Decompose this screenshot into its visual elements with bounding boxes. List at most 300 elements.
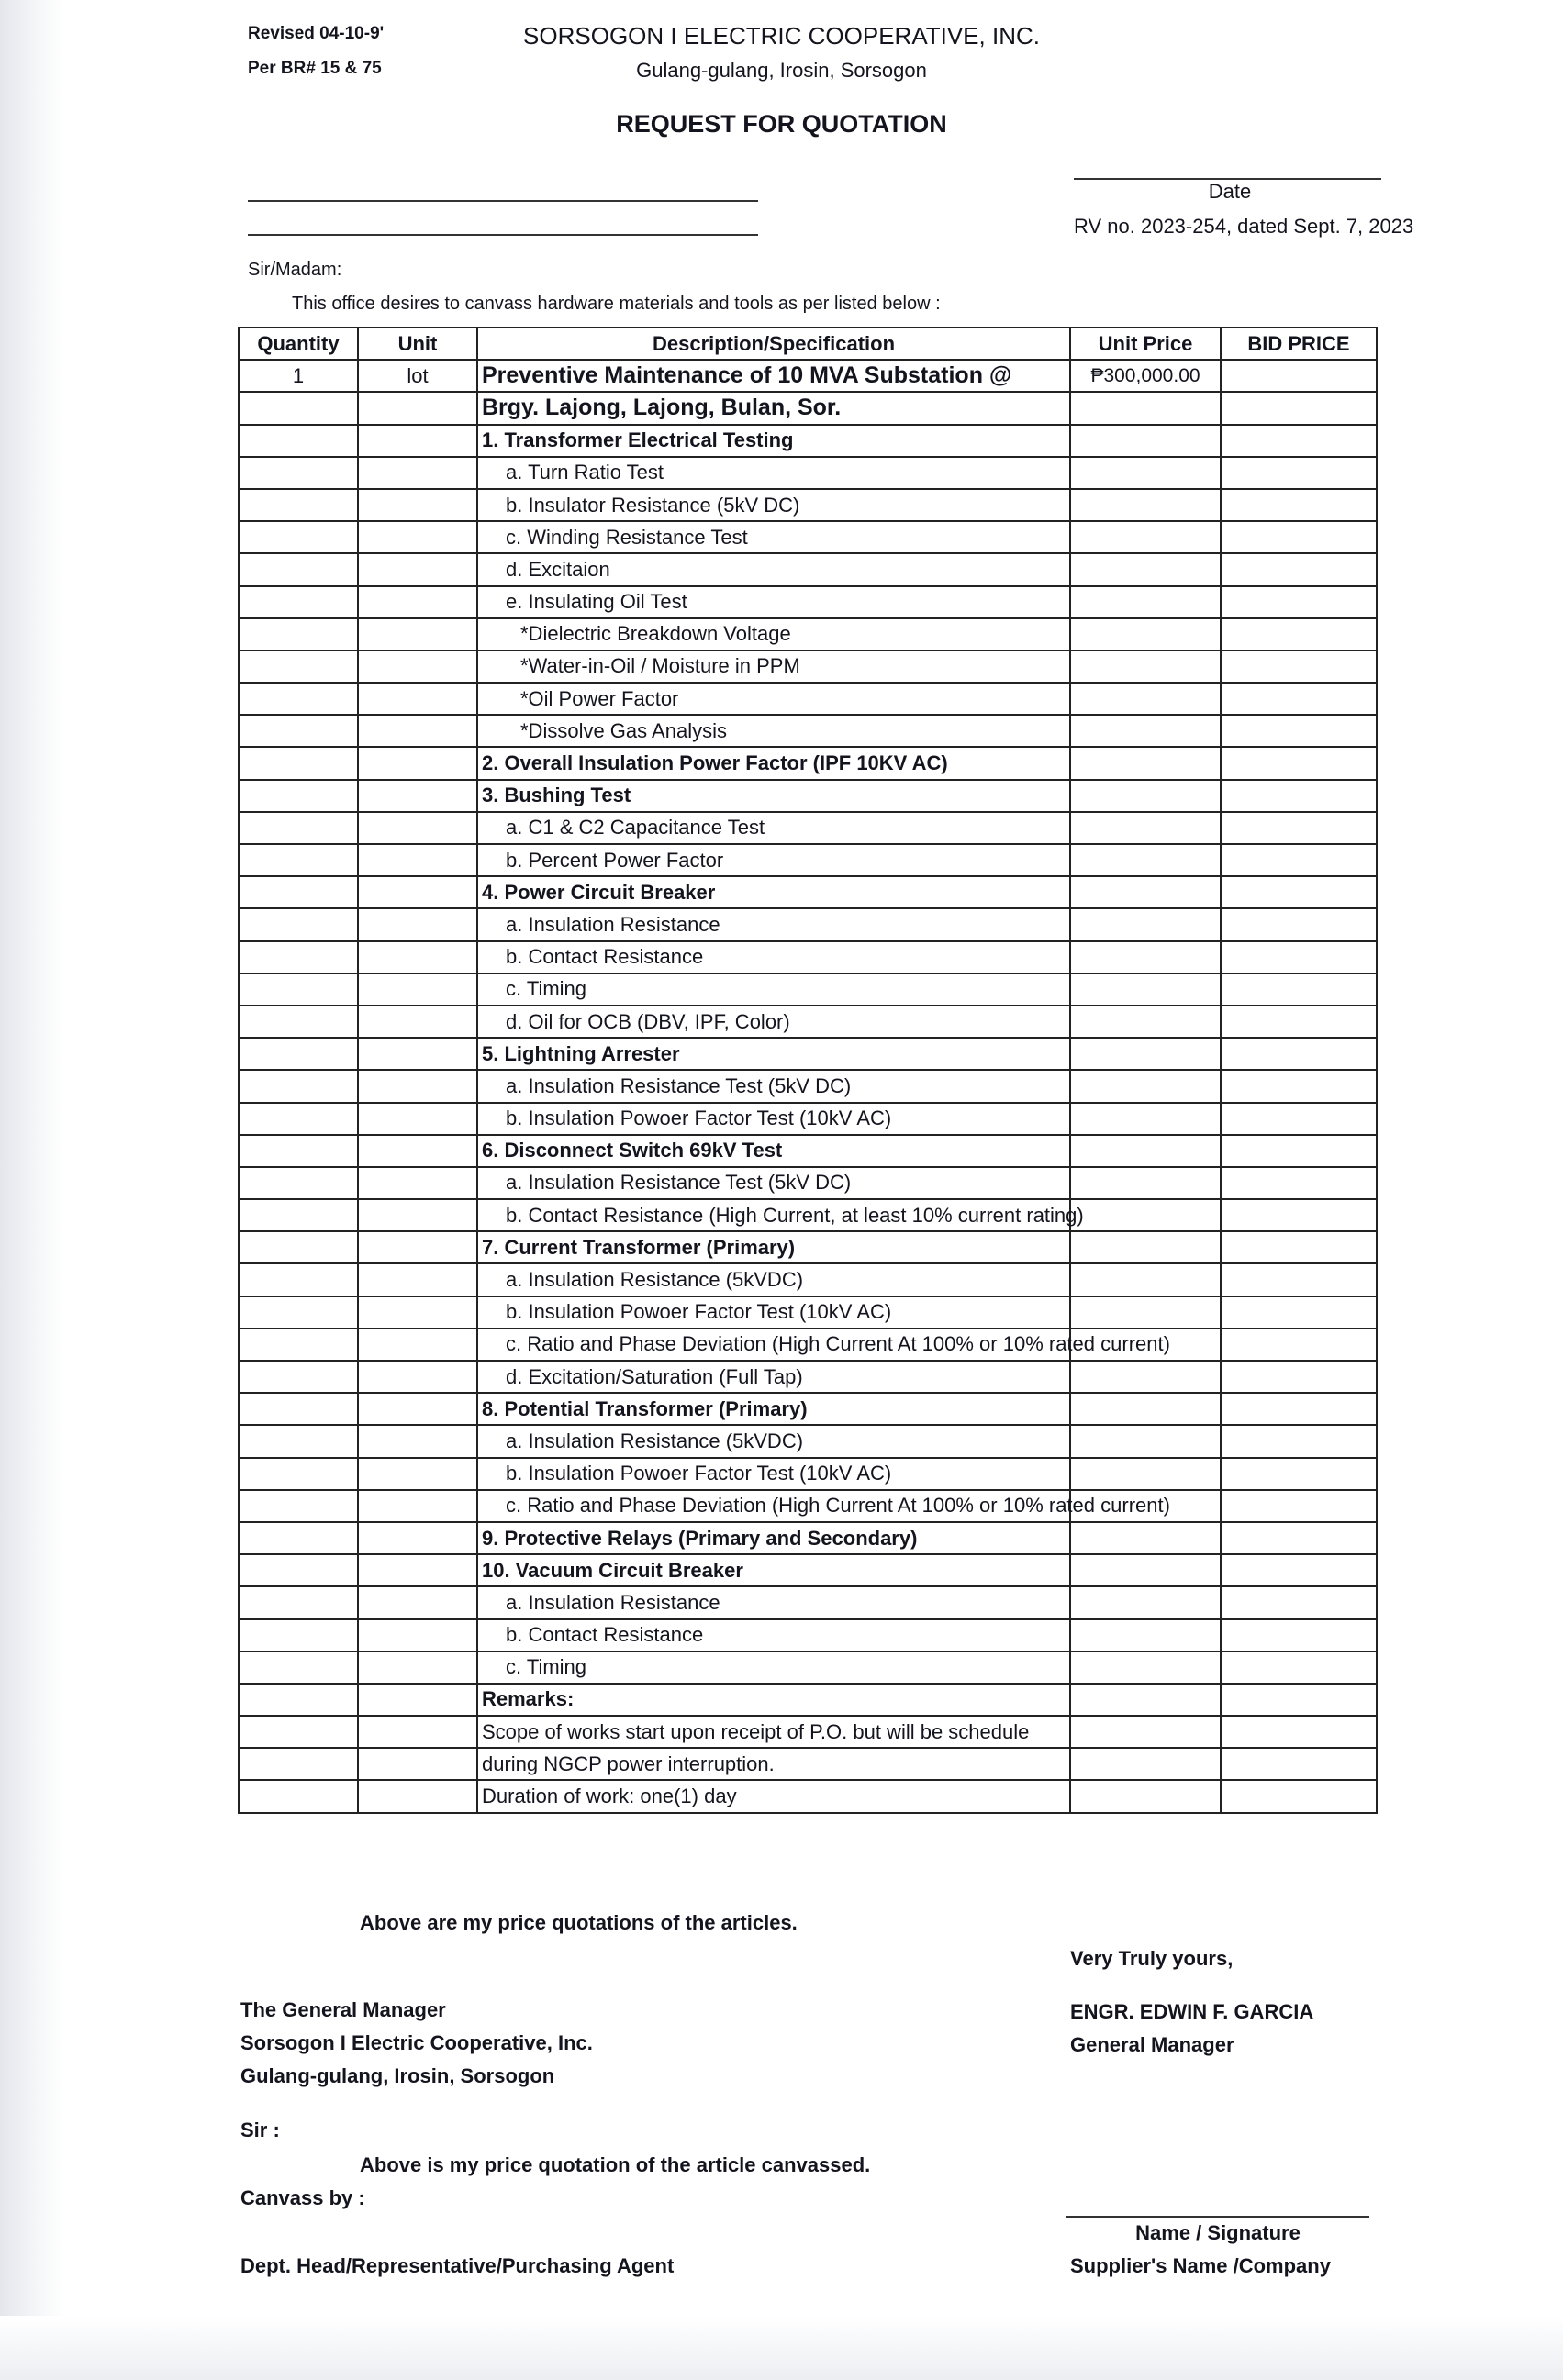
cell-unit	[358, 1199, 477, 1231]
table-row	[239, 1103, 1377, 1135]
cell-description: a. Insulation Resistance	[477, 1586, 1070, 1618]
above-quotation-text: Above is my price quotation of the article canvassed.	[360, 2153, 871, 2176]
cell-unit: lot	[358, 360, 477, 392]
cell-unit	[358, 553, 477, 585]
addressee-address: Gulang-gulang, Irosin, Sorsogon	[240, 2064, 555, 2087]
signatory-name: ENGR. EDWIN F. GARCIA	[1070, 2000, 1314, 2023]
col-description-header: Description/Specification	[477, 328, 1070, 360]
cell-quantity	[239, 651, 358, 683]
cell-unit	[358, 618, 477, 651]
above-quotations-text: Above are my price quotations of the articles.	[360, 1911, 798, 1934]
cell-quantity	[239, 876, 358, 908]
cell-unit-price	[1070, 618, 1221, 651]
cell-quantity	[239, 1458, 358, 1490]
org-name: SORSOGON I ELECTRIC COOPERATIVE, INC.	[523, 22, 1040, 50]
table-row	[239, 1199, 1377, 1231]
cell-unit	[358, 1554, 477, 1586]
table-header-row	[239, 328, 1377, 360]
table-row	[239, 1716, 1377, 1748]
cell-quantity	[239, 1070, 358, 1102]
table-row	[239, 1684, 1377, 1716]
cell-bid-price	[1221, 1458, 1377, 1490]
cell-bid-price	[1221, 1329, 1377, 1361]
cell-unit-price	[1070, 1038, 1221, 1070]
cell-unit-price	[1070, 1393, 1221, 1425]
cell-unit-price	[1070, 1522, 1221, 1554]
table-row	[239, 1038, 1377, 1070]
cell-description: c. Ratio and Phase Deviation (High Current At 100% or 10% rated current)	[477, 1329, 1070, 1361]
cell-unit	[358, 780, 477, 812]
table-row	[239, 812, 1377, 844]
cell-unit	[358, 1586, 477, 1618]
cell-bid-price	[1221, 1748, 1377, 1780]
cell-description: 7. Current Transformer (Primary)	[477, 1231, 1070, 1263]
table-row	[239, 747, 1377, 779]
table-row	[239, 780, 1377, 812]
cell-description: d. Oil for OCB (DBV, IPF, Color)	[477, 1006, 1070, 1038]
cell-bid-price	[1221, 1070, 1377, 1102]
cell-bid-price	[1221, 1586, 1377, 1618]
cell-unit-price	[1070, 392, 1221, 424]
cell-unit	[358, 1393, 477, 1425]
cell-unit	[358, 1748, 477, 1780]
table-row	[239, 1070, 1377, 1102]
cell-bid-price	[1221, 1038, 1377, 1070]
cell-unit-price: ₱300,000.00	[1070, 360, 1221, 392]
table-row	[239, 457, 1377, 489]
cell-unit-price	[1070, 1684, 1221, 1716]
cell-description: 10. Vacuum Circuit Breaker	[477, 1554, 1070, 1586]
cell-description: a. Insulation Resistance (5kVDC)	[477, 1425, 1070, 1457]
cell-quantity	[239, 1748, 358, 1780]
cell-description: c. Winding Resistance Test	[477, 521, 1070, 553]
cell-description: *Dissolve Gas Analysis	[477, 715, 1070, 747]
cell-quantity	[239, 1103, 358, 1135]
cell-quantity	[239, 1554, 358, 1586]
cell-bid-price	[1221, 1716, 1377, 1748]
cell-description: *Dielectric Breakdown Voltage	[477, 618, 1070, 651]
table-row	[239, 521, 1377, 553]
cell-unit-price	[1070, 1199, 1221, 1231]
cell-unit	[358, 489, 477, 521]
cell-unit	[358, 1135, 477, 1167]
cell-description: b. Percent Power Factor	[477, 844, 1070, 876]
cell-quantity	[239, 1329, 358, 1361]
cell-unit	[358, 651, 477, 683]
cell-unit	[358, 747, 477, 779]
cell-unit	[358, 973, 477, 1006]
cell-bid-price	[1221, 715, 1377, 747]
cell-bid-price	[1221, 457, 1377, 489]
cell-description: a. Insulation Resistance (5kVDC)	[477, 1263, 1070, 1296]
cell-unit-price	[1070, 1006, 1221, 1038]
cell-bid-price	[1221, 747, 1377, 779]
table-row	[239, 715, 1377, 747]
cell-unit-price	[1070, 747, 1221, 779]
cell-quantity	[239, 457, 358, 489]
cell-unit	[358, 1716, 477, 1748]
cell-unit	[358, 908, 477, 940]
cell-description: a. Insulation Resistance Test (5kV DC)	[477, 1167, 1070, 1199]
cell-quantity	[239, 425, 358, 457]
cell-unit-price	[1070, 973, 1221, 1006]
cell-quantity	[239, 1652, 358, 1684]
cell-quantity	[239, 812, 358, 844]
page-edge-shadow	[0, 0, 64, 2380]
name-signature-label: Name / Signature	[1135, 2221, 1301, 2244]
cell-quantity	[239, 1231, 358, 1263]
table-row	[239, 1652, 1377, 1684]
cell-description: Scope of works start upon receipt of P.O. but will be schedule	[477, 1716, 1070, 1748]
cell-description: c. Ratio and Phase Deviation (High Current At 100% or 10% rated current)	[477, 1490, 1070, 1522]
cell-quantity	[239, 1038, 358, 1070]
cell-description: 3. Bushing Test	[477, 780, 1070, 812]
cell-bid-price	[1221, 1006, 1377, 1038]
intro-text: This office desires to canvass hardware materials and tools as per listed below :	[292, 294, 941, 314]
col-unit-price-header: Unit Price	[1070, 328, 1221, 360]
cell-description: *Oil Power Factor	[477, 683, 1070, 715]
cell-description: d. Excitaion	[477, 553, 1070, 585]
cell-description: 5. Lightning Arrester	[477, 1038, 1070, 1070]
cell-description: a. Turn Ratio Test	[477, 457, 1070, 489]
cell-description: a. Insulation Resistance Test (5kV DC)	[477, 1070, 1070, 1102]
cell-description: c. Timing	[477, 973, 1070, 1006]
cell-unit-price	[1070, 1780, 1221, 1812]
table-row	[239, 1393, 1377, 1425]
cell-bid-price	[1221, 973, 1377, 1006]
cell-bid-price	[1221, 1619, 1377, 1652]
cell-unit	[358, 683, 477, 715]
table-row	[239, 1586, 1377, 1618]
cell-unit	[358, 941, 477, 973]
cell-unit-price	[1070, 1103, 1221, 1135]
cell-description: b. Contact Resistance (High Current, at least 10% current rating)	[477, 1199, 1070, 1231]
table-row	[239, 1361, 1377, 1393]
cell-unit-price	[1070, 683, 1221, 715]
cell-unit	[358, 457, 477, 489]
cell-bid-price	[1221, 1103, 1377, 1135]
cell-quantity	[239, 392, 358, 424]
cell-unit-price	[1070, 844, 1221, 876]
rv-reference: RV no. 2023-254, dated Sept. 7, 2023	[1074, 215, 1414, 238]
cell-description: e. Insulating Oil Test	[477, 586, 1070, 618]
cell-unit-price	[1070, 1586, 1221, 1618]
cell-unit	[358, 1231, 477, 1263]
cell-description: b. Insulation Powoer Factor Test (10kV AC)	[477, 1103, 1070, 1135]
cell-bid-price	[1221, 1522, 1377, 1554]
cell-quantity	[239, 715, 358, 747]
col-quantity-header: Quantity	[239, 328, 358, 360]
cell-description: b. Contact Resistance	[477, 1619, 1070, 1652]
table-row	[239, 683, 1377, 715]
cell-unit-price	[1070, 651, 1221, 683]
cell-bid-price	[1221, 780, 1377, 812]
salutation: Sir/Madam:	[248, 260, 342, 280]
cell-unit-price	[1070, 1748, 1221, 1780]
cell-description: b. Contact Resistance	[477, 941, 1070, 973]
table-row	[239, 425, 1377, 457]
table-row	[239, 1458, 1377, 1490]
cell-bid-price	[1221, 1199, 1377, 1231]
table-row	[239, 618, 1377, 651]
cell-description: a. C1 & C2 Capacitance Test	[477, 812, 1070, 844]
cell-unit-price	[1070, 715, 1221, 747]
addressee-line-1	[248, 200, 758, 202]
cell-quantity	[239, 908, 358, 940]
cell-quantity	[239, 521, 358, 553]
revised-note: Revised 04-10-9'	[248, 24, 385, 43]
page-title: REQUEST FOR QUOTATION	[616, 110, 947, 138]
cell-unit-price	[1070, 1361, 1221, 1393]
cell-bid-price	[1221, 1554, 1377, 1586]
cell-quantity	[239, 747, 358, 779]
cell-bid-price	[1221, 553, 1377, 585]
cell-bid-price	[1221, 1684, 1377, 1716]
table-row	[239, 586, 1377, 618]
table-row	[239, 1490, 1377, 1522]
cell-quantity	[239, 1393, 358, 1425]
cell-unit	[358, 425, 477, 457]
cell-quantity	[239, 1490, 358, 1522]
cell-unit-price	[1070, 876, 1221, 908]
cell-quantity	[239, 941, 358, 973]
addressee-line-2	[248, 234, 758, 236]
col-unit-header: Unit	[358, 328, 477, 360]
cell-description: b. Insulation Powoer Factor Test (10kV AC)	[477, 1458, 1070, 1490]
cell-bid-price	[1221, 586, 1377, 618]
addressee-title: The General Manager	[240, 1998, 446, 2021]
table-row	[239, 1006, 1377, 1038]
col-bid-price-header: BID PRICE	[1221, 328, 1377, 360]
cell-unit-price	[1070, 457, 1221, 489]
cell-quantity	[239, 1716, 358, 1748]
cell-bid-price	[1221, 1231, 1377, 1263]
cell-bid-price	[1221, 489, 1377, 521]
page-bottom-shadow	[0, 2316, 1563, 2380]
table-row	[239, 1522, 1377, 1554]
cell-unit	[358, 1780, 477, 1812]
cell-bid-price	[1221, 1652, 1377, 1684]
cell-bid-price	[1221, 1393, 1377, 1425]
cell-unit	[358, 812, 477, 844]
cell-quantity	[239, 489, 358, 521]
cell-unit-price	[1070, 586, 1221, 618]
cell-bid-price	[1221, 844, 1377, 876]
table-row	[239, 973, 1377, 1006]
cell-bid-price	[1221, 1263, 1377, 1296]
cell-unit-price	[1070, 1263, 1221, 1296]
cell-unit	[358, 1103, 477, 1135]
cell-unit	[358, 1522, 477, 1554]
cell-unit	[358, 1425, 477, 1457]
cell-unit-price	[1070, 812, 1221, 844]
cell-quantity	[239, 1263, 358, 1296]
cell-bid-price	[1221, 812, 1377, 844]
cell-quantity	[239, 1684, 358, 1716]
table-row	[239, 908, 1377, 940]
cell-quantity	[239, 844, 358, 876]
table-row	[239, 844, 1377, 876]
per-br-note: Per BR# 15 & 75	[248, 59, 382, 78]
table-row	[239, 1619, 1377, 1652]
cell-unit-price	[1070, 425, 1221, 457]
cell-description: a. Insulation Resistance	[477, 908, 1070, 940]
cell-unit-price	[1070, 521, 1221, 553]
cell-unit-price	[1070, 1167, 1221, 1199]
cell-description: 8. Potential Transformer (Primary)	[477, 1393, 1070, 1425]
cell-description: 9. Protective Relays (Primary and Secondary)	[477, 1522, 1070, 1554]
cell-quantity	[239, 1361, 358, 1393]
cell-description: d. Excitation/Saturation (Full Tap)	[477, 1361, 1070, 1393]
cell-description: *Water-in-Oil / Moisture in PPM	[477, 651, 1070, 683]
cell-bid-price	[1221, 683, 1377, 715]
cell-quantity	[239, 553, 358, 585]
cell-bid-price	[1221, 1296, 1377, 1329]
cell-unit	[358, 1490, 477, 1522]
sir-label: Sir :	[240, 2119, 280, 2141]
cell-unit-price	[1070, 1425, 1221, 1457]
cell-unit-price	[1070, 1652, 1221, 1684]
cell-unit	[358, 844, 477, 876]
cell-quantity	[239, 1425, 358, 1457]
table-row	[239, 392, 1377, 424]
cell-quantity	[239, 1167, 358, 1199]
cell-unit	[358, 392, 477, 424]
cell-unit-price	[1070, 1070, 1221, 1102]
cell-unit	[358, 586, 477, 618]
cell-bid-price	[1221, 1780, 1377, 1812]
table-row	[239, 1425, 1377, 1457]
table-row	[239, 1231, 1377, 1263]
date-label: Date	[1208, 180, 1252, 203]
cell-bid-price	[1221, 360, 1377, 392]
cell-unit	[358, 1458, 477, 1490]
table-row	[239, 1167, 1377, 1199]
table-row	[239, 941, 1377, 973]
cell-unit-price	[1070, 1619, 1221, 1652]
cell-quantity	[239, 973, 358, 1006]
table-row	[239, 1554, 1377, 1586]
supplier-label: Supplier's Name /Company	[1070, 2254, 1331, 2277]
cell-unit	[358, 1263, 477, 1296]
cell-quantity	[239, 1780, 358, 1812]
quotation-table	[238, 327, 1378, 1814]
cell-quantity: 1	[239, 360, 358, 392]
addressee-org: Sorsogon I Electric Cooperative, Inc.	[240, 2031, 593, 2054]
canvass-by-label: Canvass by :	[240, 2186, 365, 2209]
cell-bid-price	[1221, 425, 1377, 457]
cell-unit	[358, 1361, 477, 1393]
table-row	[239, 489, 1377, 521]
org-address: Gulang-gulang, Irosin, Sorsogon	[636, 59, 927, 82]
cell-unit	[358, 1329, 477, 1361]
cell-description: b. Insulator Resistance (5kV DC)	[477, 489, 1070, 521]
cell-unit	[358, 1619, 477, 1652]
cell-unit	[358, 715, 477, 747]
cell-unit	[358, 1038, 477, 1070]
cell-bid-price	[1221, 941, 1377, 973]
cell-description: Duration of work: one(1) day	[477, 1780, 1070, 1812]
cell-quantity	[239, 683, 358, 715]
cell-unit-price	[1070, 1296, 1221, 1329]
very-truly-yours: Very Truly yours,	[1070, 1947, 1234, 1970]
cell-description: c. Timing	[477, 1652, 1070, 1684]
cell-bid-price	[1221, 876, 1377, 908]
cell-description: 4. Power Circuit Breaker	[477, 876, 1070, 908]
cell-quantity	[239, 1522, 358, 1554]
cell-bid-price	[1221, 908, 1377, 940]
cell-description: b. Insulation Powoer Factor Test (10kV AC)	[477, 1296, 1070, 1329]
cell-quantity	[239, 1296, 358, 1329]
cell-quantity	[239, 586, 358, 618]
cell-quantity	[239, 618, 358, 651]
signatory-title: General Manager	[1070, 2033, 1234, 2056]
cell-unit-price	[1070, 553, 1221, 585]
cell-unit	[358, 876, 477, 908]
cell-description: 1. Transformer Electrical Testing	[477, 425, 1070, 457]
cell-quantity	[239, 1619, 358, 1652]
cell-quantity	[239, 780, 358, 812]
cell-unit	[358, 1296, 477, 1329]
cell-unit-price	[1070, 1554, 1221, 1586]
cell-unit	[358, 1006, 477, 1038]
cell-quantity	[239, 1135, 358, 1167]
dept-head-label: Dept. Head/Representative/Purchasing Agent	[240, 2254, 675, 2277]
cell-description: 2. Overall Insulation Power Factor (IPF 10KV AC)	[477, 747, 1070, 779]
table-row	[239, 876, 1377, 908]
cell-description: Remarks:	[477, 1684, 1070, 1716]
table-row	[239, 1296, 1377, 1329]
cell-unit-price	[1070, 1135, 1221, 1167]
cell-unit-price	[1070, 908, 1221, 940]
cell-quantity	[239, 1006, 358, 1038]
cell-quantity	[239, 1586, 358, 1618]
cell-bid-price	[1221, 1135, 1377, 1167]
table-row	[239, 1748, 1377, 1780]
cell-unit-price	[1070, 1458, 1221, 1490]
cell-unit	[358, 1652, 477, 1684]
cell-unit	[358, 521, 477, 553]
cell-unit	[358, 1167, 477, 1199]
quotation-table-body	[239, 360, 1377, 1812]
table-row	[239, 1135, 1377, 1167]
cell-quantity	[239, 1199, 358, 1231]
cell-description: Preventive Maintenance of 10 MVA Substation @	[477, 360, 1070, 392]
cell-unit	[358, 1684, 477, 1716]
cell-bid-price	[1221, 1425, 1377, 1457]
cell-description: Brgy. Lajong, Lajong, Bulan, Sor.	[477, 392, 1070, 424]
cell-bid-price	[1221, 618, 1377, 651]
table-row	[239, 360, 1377, 392]
cell-unit-price	[1070, 489, 1221, 521]
cell-bid-price	[1221, 392, 1377, 424]
cell-bid-price	[1221, 1490, 1377, 1522]
cell-unit-price	[1070, 1231, 1221, 1263]
cell-bid-price	[1221, 651, 1377, 683]
table-row	[239, 1329, 1377, 1361]
cell-description: during NGCP power interruption.	[477, 1748, 1070, 1780]
cell-unit-price	[1070, 780, 1221, 812]
cell-unit-price	[1070, 1716, 1221, 1748]
cell-bid-price	[1221, 521, 1377, 553]
table-row	[239, 1780, 1377, 1812]
table-row	[239, 1263, 1377, 1296]
table-row	[239, 553, 1377, 585]
cell-bid-price	[1221, 1361, 1377, 1393]
cell-bid-price	[1221, 1167, 1377, 1199]
cell-unit-price	[1070, 941, 1221, 973]
table-row	[239, 651, 1377, 683]
